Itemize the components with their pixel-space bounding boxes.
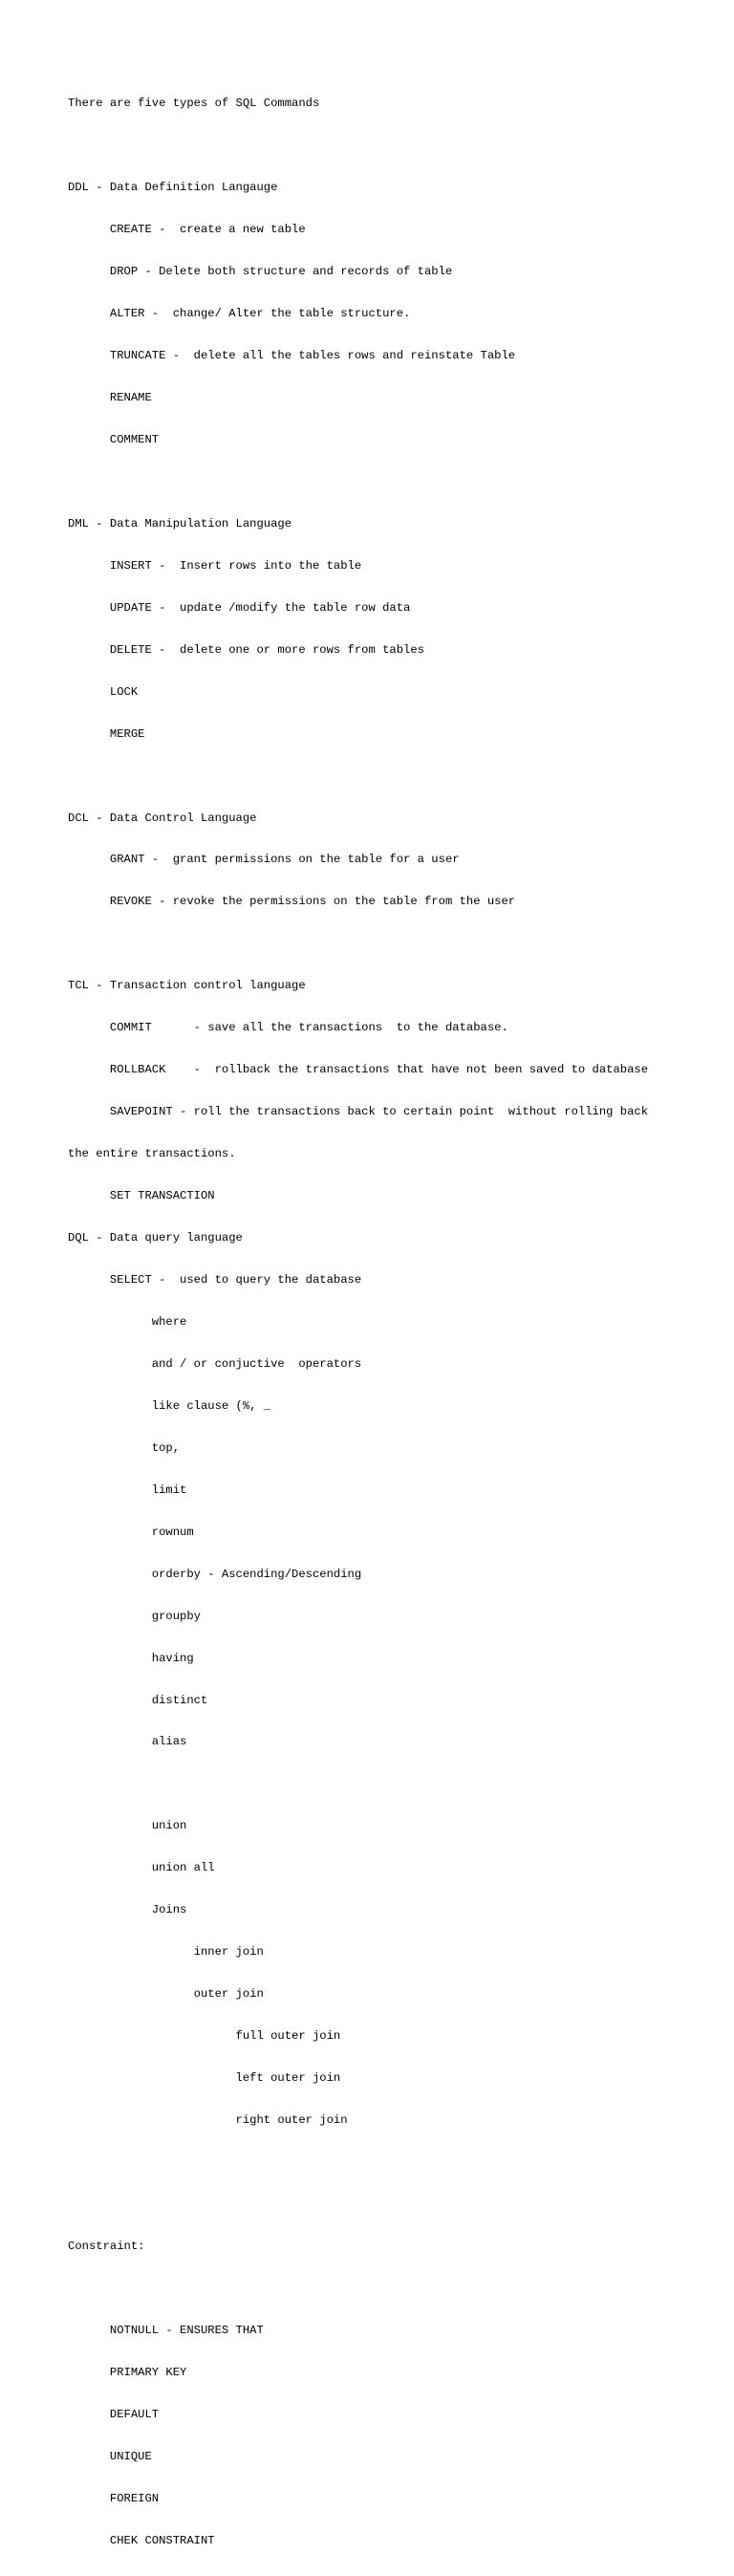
doc-line: alias: [68, 1735, 187, 1749]
doc-line: [68, 769, 680, 784]
doc-line: TCL - Transaction control language: [68, 979, 306, 993]
doc-line: groupby: [68, 1609, 201, 1623]
doc-line: NOTNULL - ENSURES THAT: [68, 2323, 264, 2337]
doc-line: like clause (%, _: [68, 1398, 271, 1413]
doc-line: RENAME: [68, 390, 152, 404]
doc-line: LOCK: [68, 684, 139, 699]
doc-line: DDL - Data Definition Langauge: [68, 181, 278, 195]
doc-line: CREATE - create a new table: [68, 223, 306, 237]
doc-line: There are five types of SQL Commands: [68, 97, 320, 111]
doc-line: DML - Data Manipulation Language: [68, 516, 292, 530]
doc-line: COMMIT - save all the transactions to the database.: [68, 1021, 508, 1035]
doc-line: PRIMARY KEY: [68, 2365, 187, 2379]
doc-line: [68, 937, 680, 951]
doc-line: DQL - Data query language: [68, 1231, 243, 1245]
doc-line: UPDATE - update /modify the table row data: [68, 600, 411, 615]
doc-line: Constraint:: [68, 2239, 145, 2253]
doc-line: rownum: [68, 1525, 194, 1539]
doc-line: top,: [68, 1440, 181, 1455]
doc-line: inner join: [68, 1945, 264, 1959]
doc-line: [68, 1777, 680, 1791]
doc-line: left outer join: [68, 2071, 341, 2086]
doc-line: UNIQUE: [68, 2449, 152, 2463]
doc-line: TRUNCATE - delete all the tables rows and reinstate Table: [68, 349, 516, 363]
doc-line: union all: [68, 1861, 215, 1875]
doc-line: ALTER - change/ Alter the table structure.: [68, 307, 411, 321]
doc-line: INSERT - Insert rows into the table: [68, 558, 362, 573]
doc-line: Joins: [68, 1903, 187, 1917]
doc-line: [68, 139, 680, 153]
doc-line: COMMENT: [68, 432, 160, 446]
doc-line: REVOKE - revoke the permissions on the table from the user: [68, 895, 516, 909]
doc-line: DEFAULT: [68, 2407, 160, 2421]
doc-line: limit: [68, 1483, 187, 1497]
doc-line: DELETE - delete one or more rows from tables: [68, 642, 424, 657]
doc-line: [68, 2155, 680, 2170]
doc-line: [68, 2282, 680, 2296]
doc-line: SET TRANSACTION: [68, 1189, 215, 1203]
doc-line: outer join: [68, 1987, 264, 2002]
doc-line: right outer join: [68, 2113, 348, 2128]
doc-line: orderby - Ascending/Descending: [68, 1567, 362, 1581]
doc-line: and / or conjuctive operators: [68, 1356, 362, 1371]
doc-line: GRANT - grant permissions on the table for a user: [68, 853, 460, 867]
doc-line: SELECT - used to query the database: [68, 1273, 362, 1287]
doc-line: DCL - Data Control Language: [68, 811, 257, 825]
document-body: [68, 69, 680, 2576]
doc-line: CHEK CONSTRAINT: [68, 2533, 215, 2547]
doc-line: union: [68, 1819, 187, 1833]
doc-line: [68, 475, 680, 489]
doc-line: SAVEPOINT - roll the transactions back to certain point without rolling back: [68, 1105, 649, 1119]
doc-line: having: [68, 1651, 194, 1665]
doc-line: [68, 2197, 680, 2212]
doc-line: full outer join: [68, 2029, 341, 2044]
doc-line: ROLLBACK - rollback the transactions that have not been saved to database: [68, 1063, 649, 1077]
doc-line: FOREIGN: [68, 2491, 160, 2505]
doc-line: DROP - Delete both structure and records of table: [68, 265, 453, 279]
doc-line: distinct: [68, 1693, 208, 1707]
doc-line: where: [68, 1314, 187, 1329]
doc-line: the entire transactions.: [68, 1147, 236, 1161]
doc-line: MERGE: [68, 726, 145, 741]
